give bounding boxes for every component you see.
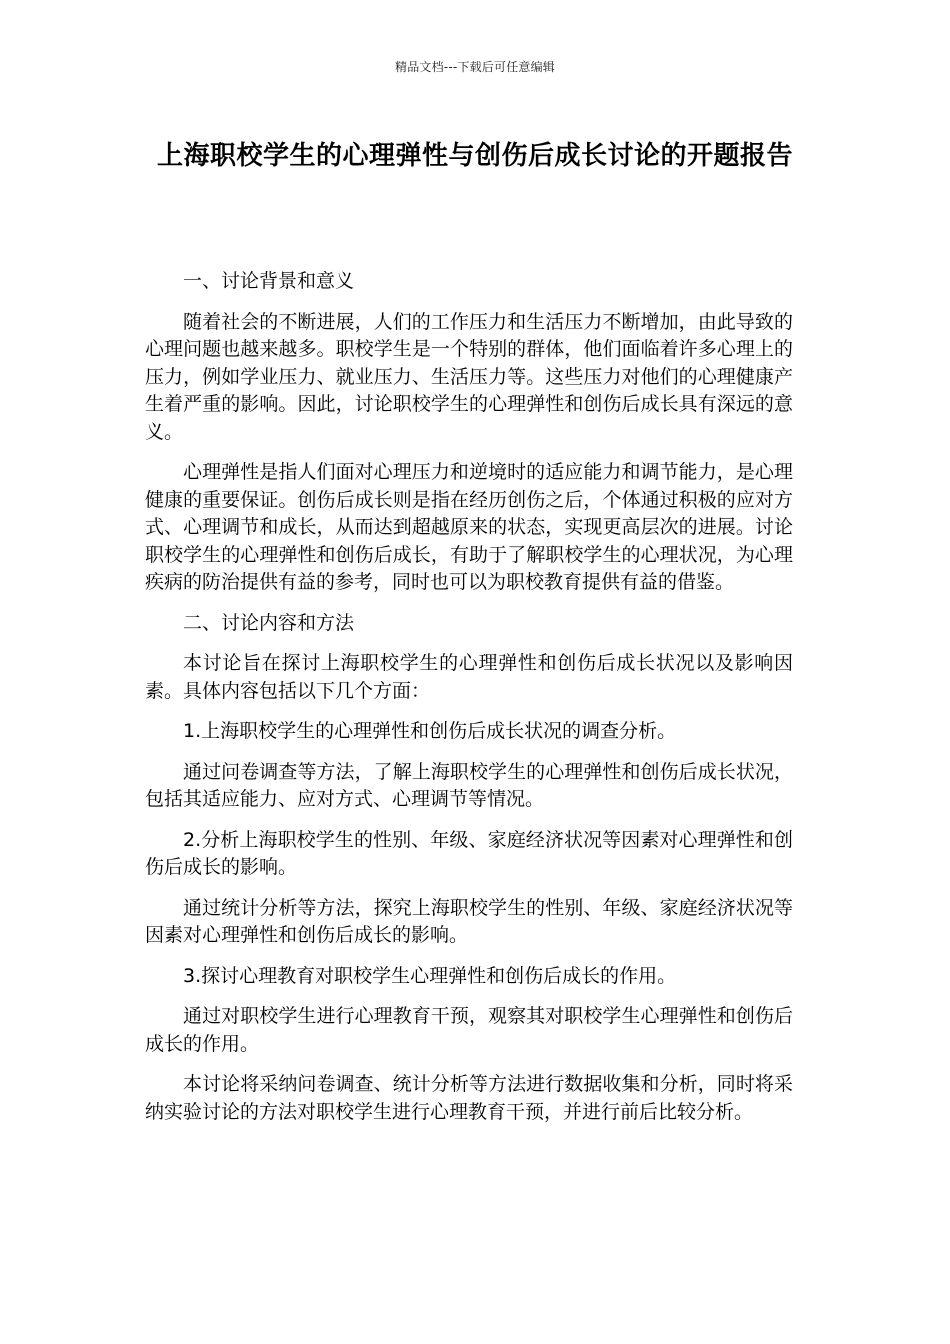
list-item-3: 3.探讨心理教育对职校学生心理弹性和创伤后成长的作用。 <box>183 964 677 987</box>
section-heading-background: 一、讨论背景和意义 <box>183 270 355 292</box>
section-heading-content-methods: 二、讨论内容和方法 <box>183 611 355 634</box>
document-body <box>145 268 793 1139</box>
paragraph-item-3-detail: 通过对职校学生进行心理教育干预，观察其对职校学生心理弹性和创伤后成长的作用。 <box>145 1005 793 1055</box>
list-item-2: 2.分析上海职校学生的性别、年级、家庭经济状况等因素对心理弹性和创伤后成长的影响。 <box>145 828 793 878</box>
list-item-1: 1.上海职校学生的心理弹性和创伤后成长状况的调查分析。 <box>183 720 677 742</box>
paragraph-methods-summary: 本讨论将采纳问卷调查、统计分析等方法进行数据收集和分析，同时将采纳实验讨论的方法对职校学生进行心理教育干预，并进行前后比较分析。 <box>145 1073 793 1123</box>
header-note: 精品文档---下载后可任意编辑 <box>395 60 555 74</box>
paragraph-item-1-detail: 通过问卷调查等方法，了解上海职校学生的心理弹性和创伤后成长状况，包括其适应能力、应对方式、心理调节等情况。 <box>145 760 793 810</box>
paragraph-background-2: 心理弹性是指人们面对心理压力和逆境时的适应能力和调节能力，是心理健康的重要保证。创伤后成长则是指在经历创伤之后，个体通过积极的应对方式、心理调节和成长，从而达到超越原来的状态，实现更高层次的进展。讨论职校学生的心理弹性和创伤后成长，有助于了解职校学生的心理状况，为心理疾病的防治提供有益的参考，同时也可以为职校教育提供有益的借鉴。 <box>145 461 793 593</box>
paragraph-item-2-detail: 通过统计分析等方法，探究上海职校学生的性别、年级、家庭经济状况等因素对心理弹性和创伤后成长的影响。 <box>145 896 793 946</box>
paragraph-background-1: 随着社会的不断进展，人们的工作压力和生活压力不断增加，由此导致的心理问题也越来越多。职校学生是一个特别的群体，他们面临着许多心理上的压力，例如学业压力、就业压力、生活压力等。这些压力对他们的心理健康产生着严重的影响。因此，讨论职校学生的心理弹性和创伤后成长具有深远的意义。 <box>145 310 793 443</box>
document-title: 上海职校学生的心理弹性与创伤后成长讨论的开题报告 <box>156 141 793 171</box>
paragraph-content-intro: 本讨论旨在探讨上海职校学生的心理弹性和创伤后成长状况以及影响因素。具体内容包括以下几个方面： <box>145 652 793 702</box>
